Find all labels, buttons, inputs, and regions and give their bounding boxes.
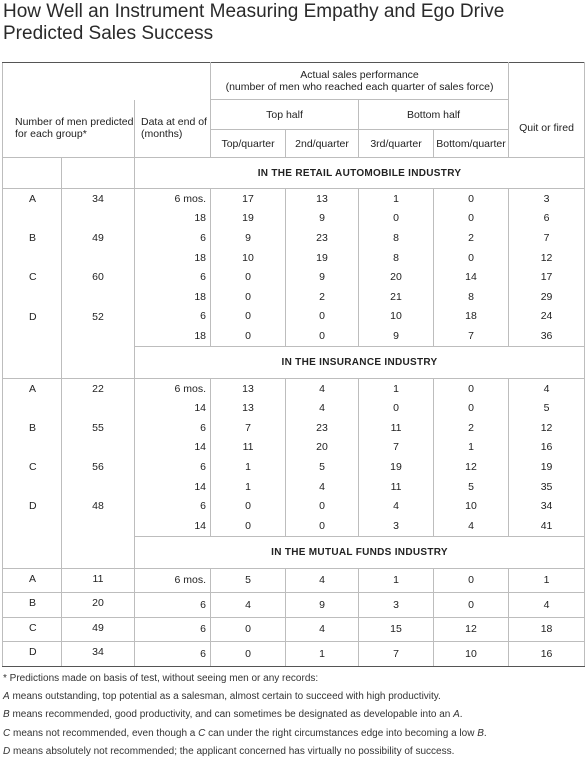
second-quarter-cell: 19 [286, 248, 359, 268]
page-title: How Well an Instrument Measuring Empathy and Ego Drive Predicted Sales Success [3, 1, 505, 44]
second-quarter-cell: 9 [286, 267, 359, 287]
group-letter-cell: D [3, 496, 62, 536]
men-count-cell: 49 [62, 617, 135, 642]
months-cell: 14 [135, 477, 211, 497]
table-row [3, 189, 585, 209]
bottom-quarter-cell: 0 [434, 209, 509, 229]
second-quarter-cell: 0 [286, 516, 359, 536]
second-quarter-cell: 4 [286, 398, 359, 418]
bottom-quarter-cell: 7 [434, 326, 509, 346]
group-letter-cell: A [3, 568, 62, 593]
top-quarter-cell: 13 [211, 378, 286, 398]
top-quarter-cell: 0 [211, 307, 286, 327]
quit-or-fired-cell: 18 [509, 617, 585, 642]
second-quarter-cell: 4 [286, 568, 359, 593]
bottom-quarter-cell: 18 [434, 307, 509, 327]
top-quarter-cell: 4 [211, 593, 286, 618]
men-count-cell: 60 [62, 267, 135, 306]
top-quarter-cell: 0 [211, 267, 286, 287]
bottom-half-header: Bottom half [359, 100, 509, 130]
section-row [3, 536, 585, 568]
men-count-cell: 34 [62, 642, 135, 667]
second-quarter-cell: 4 [286, 477, 359, 497]
top-quarter-cell: 5 [211, 568, 286, 593]
months-cell: 14 [135, 516, 211, 536]
footnote-star: * Predictions made on basis of test, without seeing men or any records: [3, 673, 319, 684]
months-cell: 6 [135, 617, 211, 642]
months-cell: 14 [135, 398, 211, 418]
second-quarter-cell: 23 [286, 418, 359, 438]
third-quarter-cell: 1 [359, 568, 434, 593]
men-count-cell: 48 [62, 496, 135, 536]
group-letter-cell: B [3, 418, 62, 457]
table-row [3, 378, 585, 398]
second-quarter-cell: 9 [286, 593, 359, 618]
third-quarter-cell: 1 [359, 378, 434, 398]
third-quarter-cell: 1 [359, 189, 434, 209]
header-blank-right [509, 63, 585, 100]
third-quarter-cell: 7 [359, 438, 434, 458]
top-quarter-cell: 0 [211, 326, 286, 346]
section-blank [62, 158, 135, 189]
top-quarter-cell: 19 [211, 209, 286, 229]
quit-or-fired-cell: 34 [509, 496, 585, 516]
table-row [3, 267, 585, 287]
second-quarter-cell: 5 [286, 457, 359, 477]
quit-or-fired-cell: 6 [509, 209, 585, 229]
months-cell: 18 [135, 209, 211, 229]
third-quarter-cell: 3 [359, 516, 434, 536]
third-quarter-cell: 3 [359, 593, 434, 618]
actual-sales-header-line1: Actual sales performance [300, 69, 419, 81]
third-quarter-cell: 15 [359, 617, 434, 642]
quit-or-fired-cell: 19 [509, 457, 585, 477]
quit-or-fired-cell: 1 [509, 568, 585, 593]
quit-or-fired-cell: 12 [509, 418, 585, 438]
table-row [3, 642, 585, 667]
months-cell: 6 [135, 307, 211, 327]
quit-or-fired-cell: 35 [509, 477, 585, 497]
top-quarter-cell: 11 [211, 438, 286, 458]
second-quarter-cell: 2 [286, 287, 359, 307]
bottom-quarter-cell: 0 [434, 248, 509, 268]
quit-or-fired-cell: 16 [509, 642, 585, 667]
quit-or-fired-cell: 17 [509, 267, 585, 287]
quit-or-fired-cell: 7 [509, 228, 585, 248]
quit-or-fired-cell: 12 [509, 248, 585, 268]
quit-or-fired-cell: 4 [509, 593, 585, 618]
men-count-cell: 52 [62, 307, 135, 347]
months-cell: 6 [135, 642, 211, 667]
second-quarter-cell: 23 [286, 228, 359, 248]
second-quarter-cell: 4 [286, 378, 359, 398]
table-row [3, 418, 585, 438]
top-quarter-cell: 0 [211, 516, 286, 536]
bottom-quarter-cell: 1 [434, 438, 509, 458]
third-quarter-cell: 0 [359, 398, 434, 418]
actual-sales-header [211, 63, 509, 100]
section-row [3, 158, 585, 189]
men-count-cell: 56 [62, 457, 135, 496]
second-quarter-cell: 13 [286, 189, 359, 209]
footnote-b: B means recommended, good productivity, and can sometimes be designated as developable into an A. [3, 709, 463, 721]
bottom-quarter-cell: 0 [434, 378, 509, 398]
group-letter-cell: D [3, 642, 62, 667]
top-quarter-cell: 0 [211, 642, 286, 667]
third-quarter-cell: 19 [359, 457, 434, 477]
second-quarter-cell: 1 [286, 642, 359, 667]
top-quarter-cell: 10 [211, 248, 286, 268]
months-cell: 6 [135, 267, 211, 287]
group-letter-cell: B [3, 228, 62, 267]
bottom-quarter-cell: 12 [434, 457, 509, 477]
section-blank [3, 158, 62, 189]
third-quarter-cell: 10 [359, 307, 434, 327]
second-quarter-cell: 0 [286, 307, 359, 327]
quit-or-fired-cell: 16 [509, 438, 585, 458]
third-quarter-cell: 8 [359, 248, 434, 268]
top-quarter-header: Top/quarter [211, 130, 286, 158]
bottom-quarter-cell: 14 [434, 267, 509, 287]
top-quarter-cell: 17 [211, 189, 286, 209]
months-cell: 6 [135, 418, 211, 438]
table-row [3, 593, 585, 618]
third-quarter-cell: 9 [359, 326, 434, 346]
quit-or-fired-cell: 3 [509, 189, 585, 209]
section-blank [62, 536, 135, 568]
bottom-quarter-cell: 8 [434, 287, 509, 307]
section-label: IN THE INSURANCE INDUSTRY [135, 346, 585, 378]
table-row [3, 617, 585, 642]
group-letter-cell: C [3, 457, 62, 496]
table-row [3, 228, 585, 248]
second-quarter-header: 2nd/quarter [286, 130, 359, 158]
quit-or-fired-cell: 4 [509, 378, 585, 398]
header-blank [3, 63, 211, 100]
second-quarter-cell: 4 [286, 617, 359, 642]
section-blank [62, 346, 135, 378]
months-cell: 6 [135, 593, 211, 618]
bottom-quarter-header: Bottom/quarter [434, 130, 509, 158]
bottom-quarter-cell: 4 [434, 516, 509, 536]
section-row [3, 346, 585, 378]
data-at-end-header: Data at end of (months) [135, 100, 211, 158]
group-letter-cell: C [3, 267, 62, 306]
top-quarter-cell: 1 [211, 457, 286, 477]
top-quarter-cell: 7 [211, 418, 286, 438]
top-quarter-cell: 13 [211, 398, 286, 418]
second-quarter-cell: 9 [286, 209, 359, 229]
footnotes [3, 670, 583, 761]
footnote-d: D means absolutely not recommended; the applicant concerned has virtually no possibility of success. [3, 745, 455, 757]
third-quarter-header: 3rd/quarter [359, 130, 434, 158]
third-quarter-cell: 20 [359, 267, 434, 287]
top-quarter-cell: 0 [211, 287, 286, 307]
top-quarter-cell: 9 [211, 228, 286, 248]
footnote-a: A means outstanding, top potential as a salesman, almost certain to succeed with high productivity. [3, 691, 441, 703]
group-letter-cell: B [3, 593, 62, 618]
bottom-quarter-cell: 0 [434, 189, 509, 209]
second-quarter-cell: 0 [286, 326, 359, 346]
top-half-header: Top half [211, 100, 359, 130]
third-quarter-cell: 7 [359, 642, 434, 667]
group-letter-cell: C [3, 617, 62, 642]
top-quarter-cell: 0 [211, 496, 286, 516]
third-quarter-cell: 11 [359, 477, 434, 497]
bottom-quarter-cell: 12 [434, 617, 509, 642]
quit-or-fired-header: Quit or fired [509, 100, 585, 158]
top-quarter-cell: 0 [211, 617, 286, 642]
months-cell: 6 mos. [135, 568, 211, 593]
quit-or-fired-cell: 5 [509, 398, 585, 418]
third-quarter-cell: 21 [359, 287, 434, 307]
months-cell: 6 [135, 457, 211, 477]
months-cell: 6 [135, 496, 211, 516]
months-cell: 6 mos. [135, 189, 211, 209]
third-quarter-cell: 0 [359, 209, 434, 229]
men-count-cell: 11 [62, 568, 135, 593]
men-count-cell: 22 [62, 378, 135, 418]
quit-or-fired-cell: 29 [509, 287, 585, 307]
months-cell: 6 mos. [135, 378, 211, 398]
bottom-quarter-cell: 10 [434, 496, 509, 516]
men-count-cell: 34 [62, 189, 135, 229]
months-cell: 14 [135, 438, 211, 458]
bottom-quarter-cell: 0 [434, 398, 509, 418]
sales-prediction-table [2, 62, 585, 667]
footnote-c: C means not recommended, even though a C can under the right circumstances edge into becoming a low B. [3, 727, 487, 739]
quit-or-fired-cell: 24 [509, 307, 585, 327]
group-letter-cell: A [3, 189, 62, 229]
group-letter-cell: A [3, 378, 62, 418]
table-row [3, 496, 585, 516]
third-quarter-cell: 11 [359, 418, 434, 438]
section-label: IN THE RETAIL AUTOMOBILE INDUSTRY [135, 158, 585, 189]
table-row [3, 568, 585, 593]
table-row [3, 457, 585, 477]
bottom-quarter-cell: 0 [434, 568, 509, 593]
months-cell: 6 [135, 228, 211, 248]
third-quarter-cell: 4 [359, 496, 434, 516]
quit-or-fired-cell: 41 [509, 516, 585, 536]
section-blank [3, 346, 62, 378]
months-cell: 18 [135, 248, 211, 268]
quit-or-fired-cell: 36 [509, 326, 585, 346]
section-label: IN THE MUTUAL FUNDS INDUSTRY [135, 536, 585, 568]
table-row [3, 307, 585, 327]
months-cell: 18 [135, 287, 211, 307]
men-count-cell: 20 [62, 593, 135, 618]
bottom-quarter-cell: 10 [434, 642, 509, 667]
third-quarter-cell: 8 [359, 228, 434, 248]
bottom-quarter-cell: 2 [434, 418, 509, 438]
bottom-quarter-cell: 0 [434, 593, 509, 618]
bottom-quarter-cell: 2 [434, 228, 509, 248]
actual-sales-header-line2: (number of men who reached each quarter of sales force) [225, 81, 494, 93]
second-quarter-cell: 0 [286, 496, 359, 516]
bottom-quarter-cell: 5 [434, 477, 509, 497]
section-blank [3, 536, 62, 568]
second-quarter-cell: 20 [286, 438, 359, 458]
men-count-cell: 55 [62, 418, 135, 457]
group-letter-cell: D [3, 307, 62, 347]
number-of-men-header: Number of men predicted for each group* [3, 100, 135, 158]
top-quarter-cell: 1 [211, 477, 286, 497]
men-count-cell: 49 [62, 228, 135, 267]
months-cell: 18 [135, 326, 211, 346]
